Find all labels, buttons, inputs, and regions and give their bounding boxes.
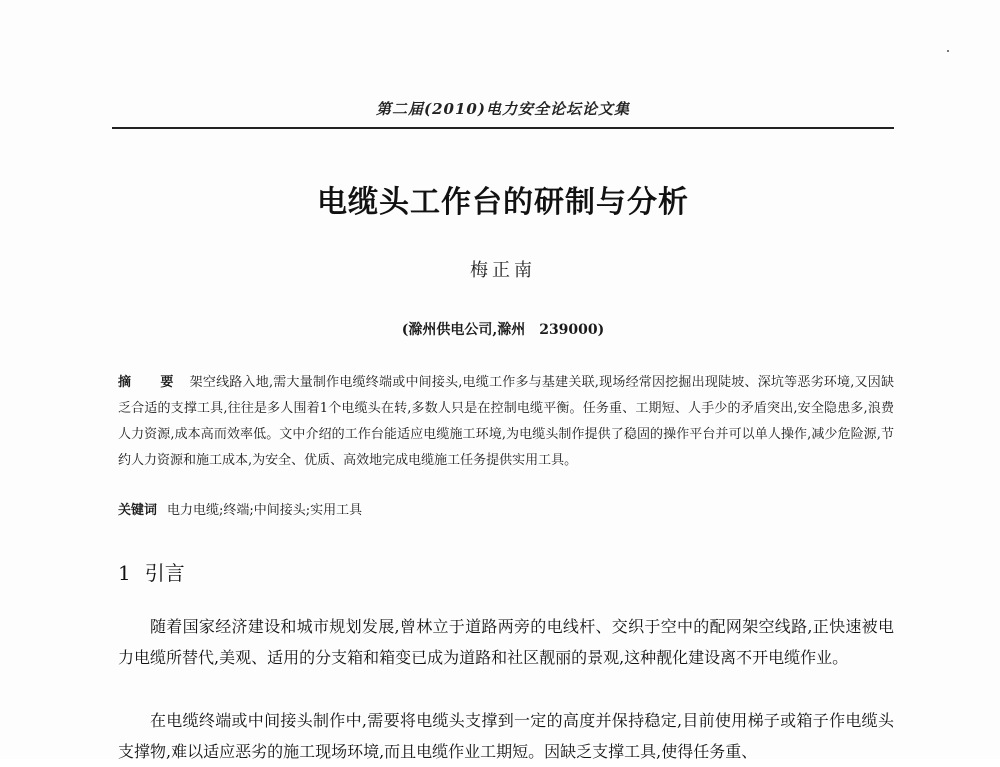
body-paragraph: 在电缆终端或中间接头制作中,需要将电缆头支撑到一定的高度并保持稳定,目前使用梯子或箱子作电缆头支撑物,难以适应恶劣的施工现场环境,而且电缆作业工期短。因缺乏支撑工具,使得任务重、 [118,711,894,761]
abstract-label: 摘 要 [118,375,182,390]
abstract-block [118,370,894,474]
abstract-text: 架空线路入地,需大量制作电缆终端或中间接头,电缆工作多与基建关联,现场经常因挖掘出现陡坡、深坑等恶劣环境,又因缺乏合适的支撑工具,往往是多人围着1个电缆头在转,多数人只是在控制电缆平衡。任务重、工期短、人手少的矛盾突出,安全隐患多,浪费人力资源,成本高而效率低。文中介绍的工作台能适应电缆施工环境,为电缆头制作提供了稳固的操作平台并可以单人操作,减少危险源,节约人力资源和施工成本,为安全、优质、高效地完成电缆施工任务提供实用工具。 [118,375,894,468]
scan-speck [947,50,949,52]
keywords-label: 关键词 [118,503,158,518]
keywords-block [118,498,894,524]
section-number: 1 [118,561,131,585]
section-heading [118,557,185,586]
paper-affiliation: (滁州供电公司,滁州 239000) [401,322,605,338]
keywords-text: 电力电缆;终端;中间接头;实用工具 [167,503,363,518]
running-header: 第二届(2010)电力安全论坛论文集 [376,100,630,118]
paper-author: 梅正南 [470,260,536,281]
paper-title: 电缆头工作台的研制与分析 [317,185,689,220]
body-paragraph: 随着国家经济建设和城市规划发展,曾林立于道路两旁的电线杆、交织于空中的配网架空线路,正快速被电力电缆所替代,美观、适用的分支箱和箱变已成为道路和社区靓丽的景观,这种靓化建设离不开电缆作业。 [118,617,894,667]
section-title: 引言 [144,561,185,585]
header-rule [112,127,894,129]
